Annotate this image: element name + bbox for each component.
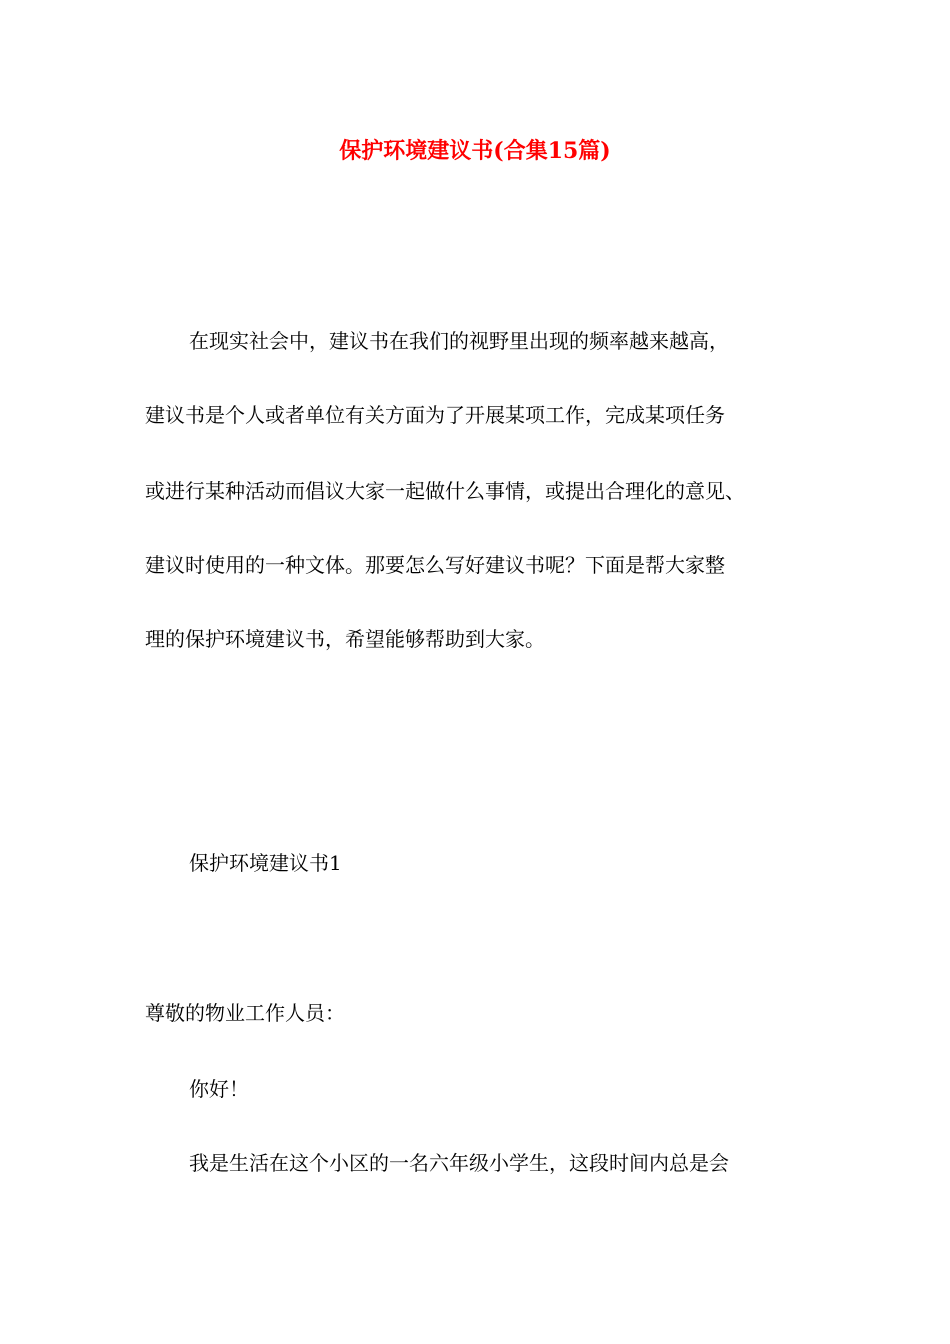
- intro-line-1: 在现实社会中，建议书在我们的视野里出现的频率越来越高，: [189, 329, 729, 353]
- intro-line-4: 建议时使用的一种文体。那要怎么写好建议书呢？下面是帮大家整: [145, 553, 725, 577]
- intro-line-2: 建议书是个人或者单位有关方面为了开展某项工作，完成某项任务: [145, 403, 725, 427]
- salutation: 尊敬的物业工作人员：: [145, 1001, 345, 1025]
- section-heading: 保护环境建议书1: [189, 851, 342, 875]
- body-line-1: 我是生活在这个小区的一名六年级小学生，这段时间内总是会: [189, 1151, 729, 1175]
- intro-line-5: 理的保护环境建议书，希望能够帮助到大家。: [145, 627, 545, 651]
- document-title: 保护环境建议书(合集15篇): [339, 138, 611, 164]
- intro-line-3: 或进行某种活动而倡议大家一起做什么事情，或提出合理化的意见、: [145, 479, 745, 503]
- greeting: 你好！: [189, 1077, 249, 1101]
